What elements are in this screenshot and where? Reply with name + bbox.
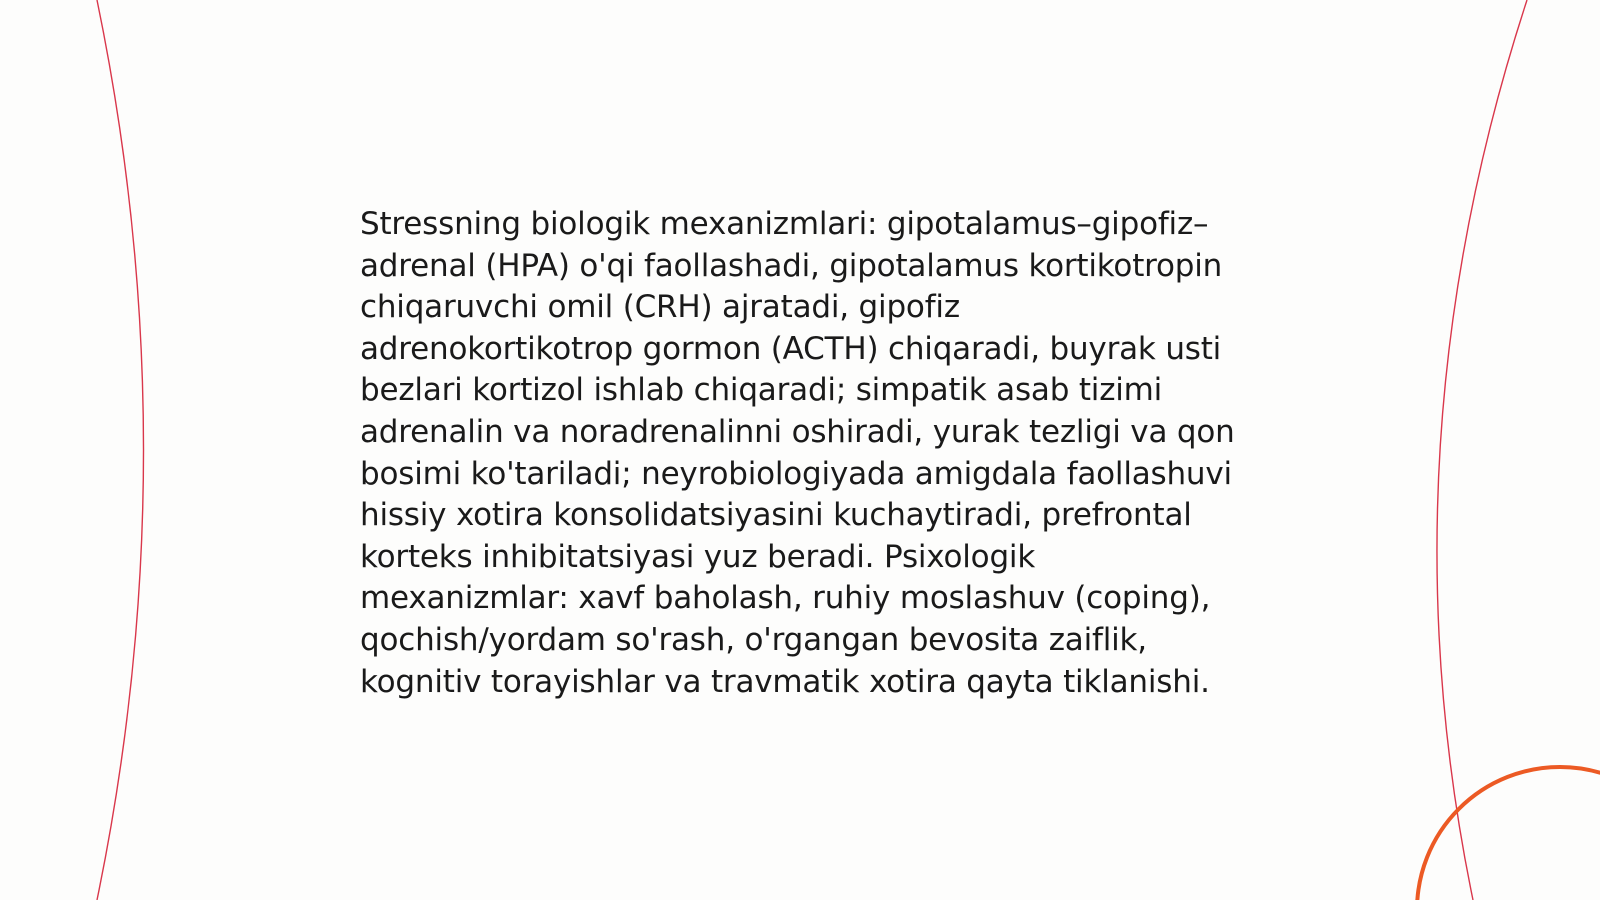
left-curve-line (97, 0, 144, 900)
right-curve-line (1437, 0, 1527, 900)
orange-circle-arc (1417, 767, 1600, 900)
slide-body-text: Stressning biologik mexanizmlari: gipotalamus–gipofiz–adrenal (HPA) o'qi faollashadi, gipotalamus kortikotropin chiqaruvchi omil (CRH) ajratadi, gipofiz adrenokortikotrop gormon (ACTH) chiqaradi, buyrak usti bezlari kortizol ishlab chiqaradi; simpatik asab tizimi adrenalin va noradrenalinni oshiradi, yurak tezligi va qon bosimi ko'tariladi; neyrobiologiyada amigdala faollashuvi hissiy xotira konsolidatsiyasini kuchaytiradi, prefrontal korteks inhibitatsiyasi yuz beradi. Psixologik mexanizmlar: xavf baholash, ruhiy moslashuv (coping), qochish/yordam so'rash, o'rgangan bevosita zaiflik, kognitiv torayishlar va travmatik xotira qayta tiklanishi. (360, 206, 1235, 700)
